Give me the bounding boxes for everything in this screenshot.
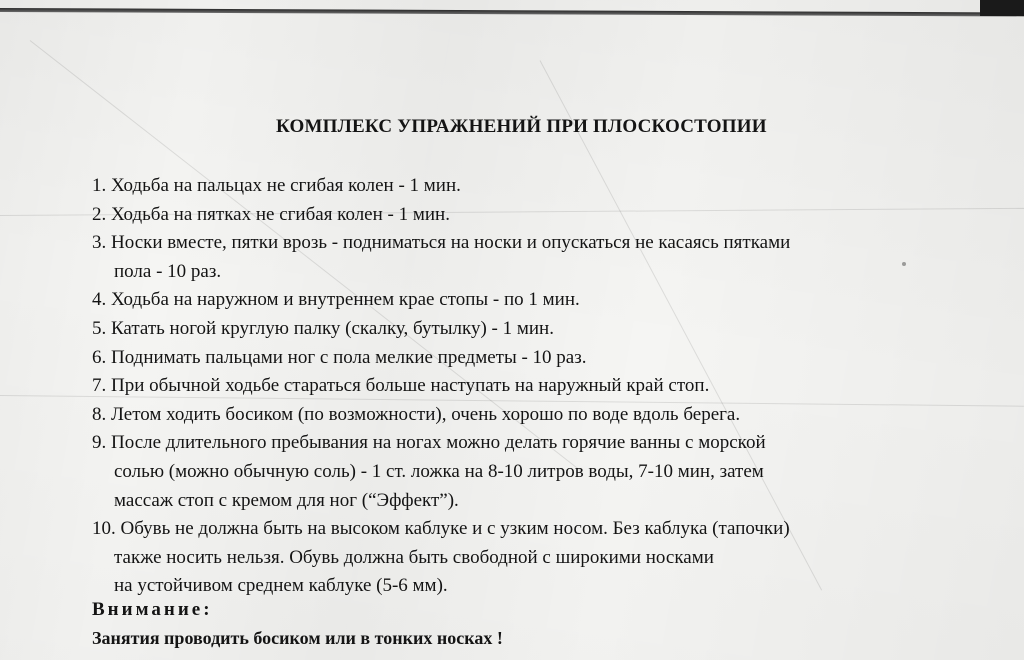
list-item-line: 9. После длительного пребывания на ногах можно делать горячие ванны с морской <box>92 432 766 454</box>
list-item-line: на устойчивом среднем каблуке (5-6 мм). <box>114 575 448 597</box>
list-item-line: массаж стоп с кремом для ног (“Эффект”). <box>114 489 459 511</box>
list-item <box>92 172 992 201</box>
list-item-line: пола - 10 раз. <box>114 260 222 282</box>
list-item <box>92 429 992 515</box>
list-item-line: 8. Летом ходить босиком (по возможности), очень хорошо по воде вдоль берега. <box>92 403 741 425</box>
list-item <box>92 344 992 373</box>
list-item <box>92 515 992 601</box>
document-title: КОМПЛЕКС УПРАЖНЕНИЙ ПРИ ПЛОСКОСТОПИИ <box>276 116 767 137</box>
list-item <box>92 315 992 344</box>
list-item-line: 6. Поднимать пальцами ног с пола мелкие предметы - 10 раз. <box>92 346 587 368</box>
list-item-line: также носить нельзя. Обувь должна быть свободной с широкими носками <box>114 546 714 568</box>
paper-corner-shadow <box>980 0 1024 16</box>
list-item-line: 7. При обычной ходьбе стараться больше наступать на наружный край стоп. <box>92 375 710 397</box>
list-item-line: 2. Ходьба на пятках не сгибая колен - 1 мин. <box>92 203 450 225</box>
list-item <box>92 229 992 286</box>
list-item-line: 3. Носки вместе, пятки врозь - подниматься на носки и опускаться не касаясь пятками <box>92 232 791 254</box>
exercise-list <box>92 172 992 601</box>
list-item-line: 1. Ходьба на пальцах не сгибая колен - 1 мин. <box>92 175 461 196</box>
list-item-line: 5. Катать ногой круглую палку (скалку, бутылку) - 1 мин. <box>92 317 554 339</box>
list-item <box>92 286 992 315</box>
list-item <box>92 201 992 230</box>
attention-heading: Внимание: <box>92 599 213 620</box>
list-item <box>92 372 992 401</box>
list-item-line: 10. Обувь не должна быть на высоком каблуке и с узким носом. Без каблука (тапочки) <box>92 518 790 540</box>
list-item <box>92 401 992 430</box>
list-item-line: солью (можно обычную соль) - 1 ст. ложка на 8-10 литров воды, 7-10 мин, затем <box>114 460 764 482</box>
list-item-line: 4. Ходьба на наружном и внутреннем крае стопы - по 1 мин. <box>92 289 580 311</box>
attention-note: Занятия проводить босиком или в тонких носках ! <box>92 628 503 648</box>
